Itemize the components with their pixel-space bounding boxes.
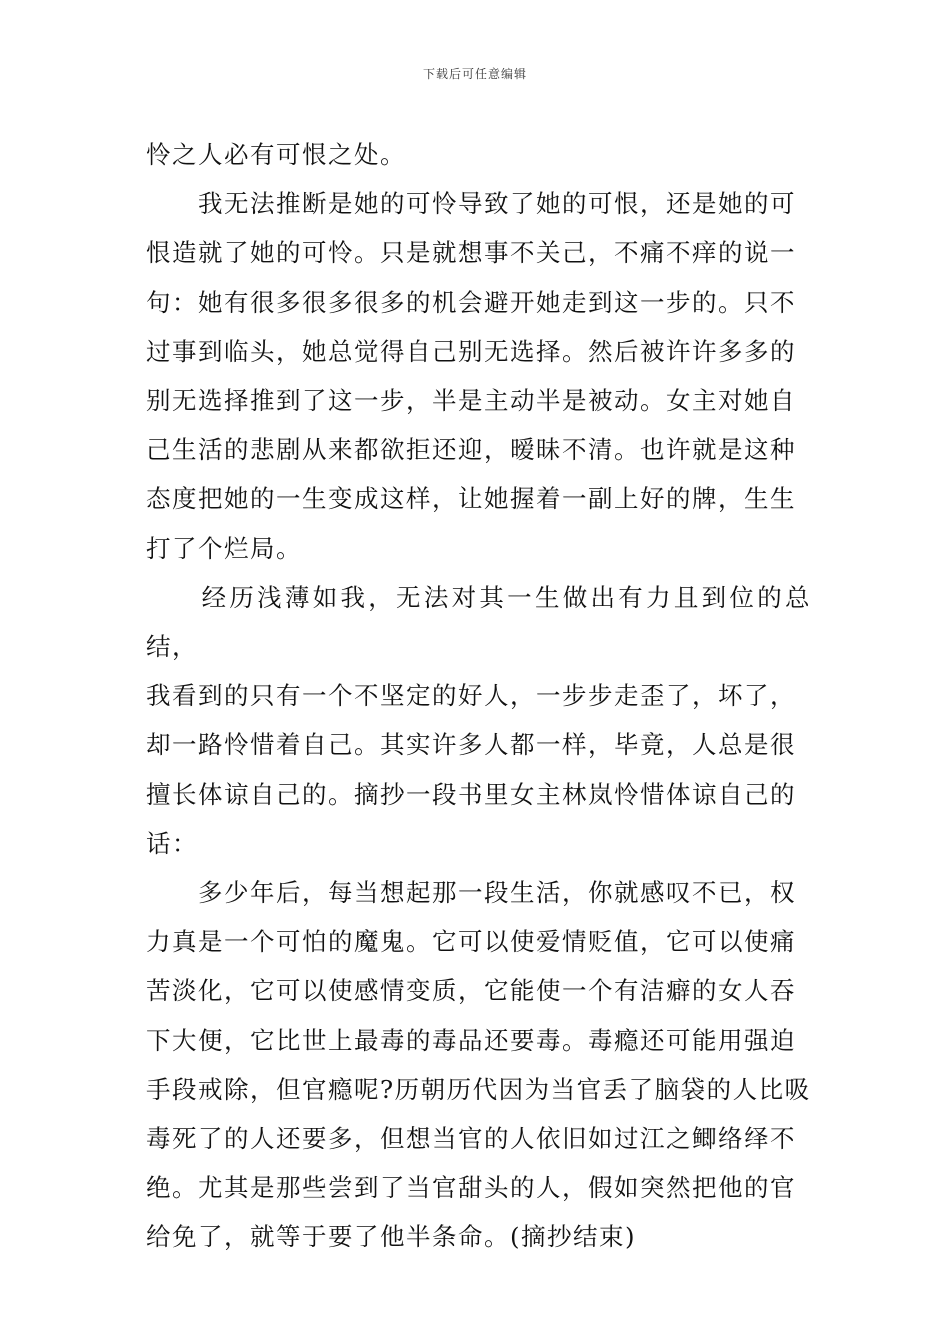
paragraph-1: 怜之人必有可恨之处。: [146, 140, 406, 169]
paragraph-2: 我无法推断是她的可怜导致了她的可恨，还是她的可 恨造就了她的可怜。只是就想事不关己，不痛不痒的说一 句：她有很多很多很多的机会避开她走到这一步的。只不 过事到临头，她总觉得自己别无选择。然后被许许多多的 别无选择推到了这一步，半是主动半是被动。女主对她自 己生活的悲剧从来都欲拒还迎，暧昧不清。也许就是这种 态度把她的一生变成这样，让她握着一副上好的牌，生生 打了个烂局。: [146, 189, 796, 563]
document-body: [146, 130, 811, 1262]
paragraph-4: 多少年后，每当想起那一段生活，你就感叹不已，权 力真是一个可怕的魔鬼。它可以使爱情贬值，它可以使痛 苦淡化，它可以使感情变质，它能使一个有洁癖的女人吞 下大便，它比世上最毒的毒品还要毒。毒瘾还可能用强迫 手段戒除，但官瘾呢?历朝历代因为当官丢了脑袋的人比吸 毒死了的人还要多，但想当官的人依旧如过江之鲫络绎不 绝。尤其是那些尝到了当官甜头的人，假如突然把他的官 给免了，就等于要了他半条命。(摘抄结束): [146, 878, 811, 1252]
paragraph-3: 经历浅薄如我，无法对其一生做出有力且到位的总结， 我看到的只有一个不坚定的好人，一步步走歪了，坏了， 却一路怜惜着自己。其实许多人都一样，毕竟，人总是很 擅长体谅自己的。摘抄一段书里女主林岚怜惜体谅自己的 话：: [146, 582, 811, 858]
page-header: 下载后可任意编辑: [422, 67, 527, 81]
